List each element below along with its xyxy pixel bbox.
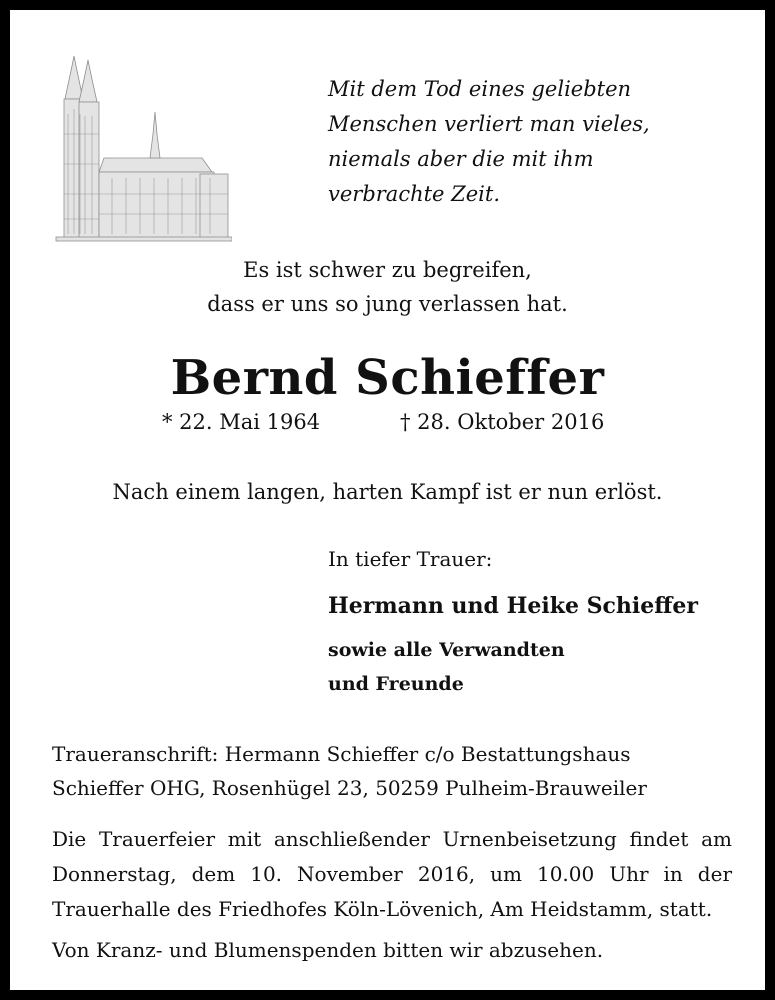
mourner-names: Hermann und Heike Schieffer: [328, 593, 698, 619]
mourning-address: [52, 737, 732, 805]
poem-line: Menschen verliert man vieles,: [328, 112, 650, 136]
relief-text: Nach einem langen, harten Kampf ist er nun erlöst.: [112, 480, 663, 504]
ceremony-line: Donnerstag, dem 10. November 2016, um 10.00 Uhr in der: [52, 862, 732, 886]
ceremony-line: Trauerhalle des Friedhofes Köln-Lövenich, Am Heidstamm, statt.: [52, 897, 713, 921]
mourning-label: In tiefer Trauer:: [328, 547, 493, 571]
ceremony-line: Die Trauerfeier mit anschließender Urnenbeisetzung findet am: [52, 827, 732, 851]
relatives-text: [328, 633, 565, 701]
address-line: Schieffer OHG, Rosenhügel 23, 50259 Pulheim-Brauweiler: [52, 776, 647, 800]
intro-line: Es ist schwer zu begreifen,: [243, 258, 532, 282]
relatives-line: und Freunde: [328, 673, 464, 695]
intro-text: [10, 253, 765, 321]
deceased-name: Bernd Schieffer: [170, 350, 605, 406]
intro-line: dass er uns so jung verlassen hat.: [207, 292, 568, 316]
poem-line: Mit dem Tod eines geliebten: [328, 77, 632, 101]
poem-line: niemals aber die mit ihm: [328, 147, 594, 171]
death-date: † 28. Oktober 2016: [400, 410, 605, 434]
cologne-cathedral-illustration: [52, 54, 232, 244]
birth-date: * 22. Mai 1964: [162, 410, 321, 434]
ceremony-details: [52, 822, 732, 927]
poem-quote: [328, 72, 728, 212]
poem-line: verbrachte Zeit.: [328, 182, 501, 206]
flowers-note: Von Kranz- und Blumenspenden bitten wir abzusehen.: [52, 938, 604, 962]
relatives-line: sowie alle Verwandten: [328, 639, 565, 661]
address-line: Traueranschrift: Hermann Schieffer c/o Bestattungshaus: [52, 742, 631, 766]
